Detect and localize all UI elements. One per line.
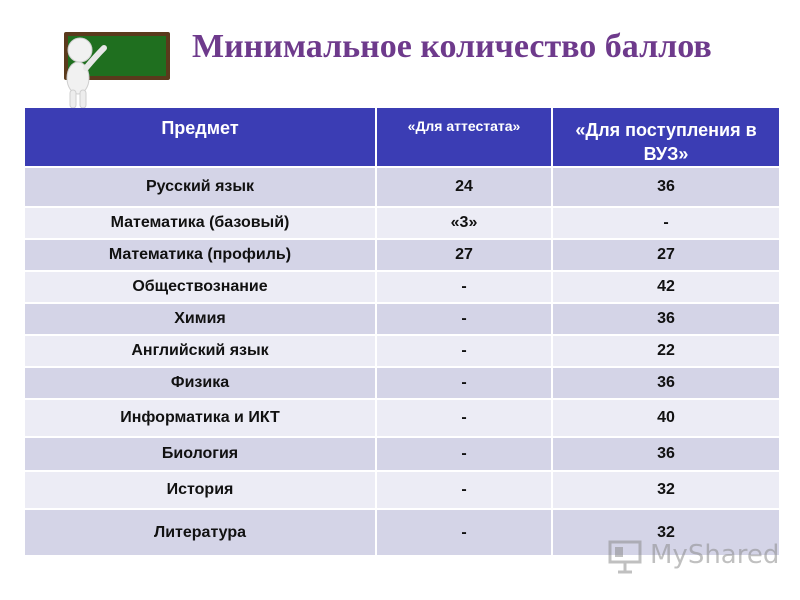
table-row — [24, 367, 780, 399]
scores-table — [23, 108, 781, 555]
cell-certificate-score: - — [376, 303, 552, 335]
cell-subject: История — [24, 471, 376, 509]
cell-university-score: 40 — [552, 399, 780, 437]
cell-certificate-score: «3» — [376, 207, 552, 239]
cell-certificate-score: 27 — [376, 239, 552, 271]
watermark — [606, 536, 780, 576]
column-header-certificate: «Для аттестата» — [376, 108, 552, 167]
cell-subject: Математика (базовый) — [24, 207, 376, 239]
table-row — [24, 167, 780, 207]
cell-university-score: 22 — [552, 335, 780, 367]
table-row — [24, 335, 780, 367]
page-title: Минимальное количество баллов — [192, 28, 712, 65]
cell-certificate-score: - — [376, 271, 552, 303]
cell-university-score: 36 — [552, 437, 780, 471]
table-row — [24, 303, 780, 335]
column-header-subject: Предмет — [24, 108, 376, 167]
table-body — [24, 167, 780, 555]
cell-university-score: 36 — [552, 367, 780, 399]
cell-certificate-score: - — [376, 367, 552, 399]
table-row — [24, 207, 780, 239]
cell-certificate-score: - — [376, 399, 552, 437]
cell-subject: Химия — [24, 303, 376, 335]
cell-university-score: - — [552, 207, 780, 239]
cell-university-score: 36 — [552, 167, 780, 207]
table-row — [24, 271, 780, 303]
cell-university-score: 32 — [552, 471, 780, 509]
cell-certificate-score: 24 — [376, 167, 552, 207]
cell-subject: Обществознание — [24, 271, 376, 303]
projector-screen-icon — [606, 536, 646, 574]
table-row — [24, 239, 780, 271]
cell-certificate-score: - — [376, 437, 552, 471]
cell-subject: Литература — [24, 509, 376, 555]
watermark-text: MyShared — [650, 540, 780, 570]
cell-university-score: 27 — [552, 239, 780, 271]
cell-certificate-score: - — [376, 335, 552, 367]
table-row — [24, 437, 780, 471]
cell-university-score: 32 — [552, 509, 780, 555]
table-row — [24, 471, 780, 509]
person-at-board-icon — [58, 28, 176, 110]
cell-subject: Информатика и ИКТ — [24, 399, 376, 437]
table-row — [24, 399, 780, 437]
cell-subject: Английский язык — [24, 335, 376, 367]
cell-certificate-score: - — [376, 471, 552, 509]
cell-subject: Физика — [24, 367, 376, 399]
cell-subject: Биология — [24, 437, 376, 471]
table-header-row — [24, 108, 780, 167]
column-header-university: «Для поступления в ВУЗ» — [552, 108, 780, 167]
cell-subject: Русский язык — [24, 167, 376, 207]
cell-university-score: 42 — [552, 271, 780, 303]
cell-subject: Математика (профиль) — [24, 239, 376, 271]
cell-certificate-score: - — [376, 509, 552, 555]
cell-university-score: 36 — [552, 303, 780, 335]
